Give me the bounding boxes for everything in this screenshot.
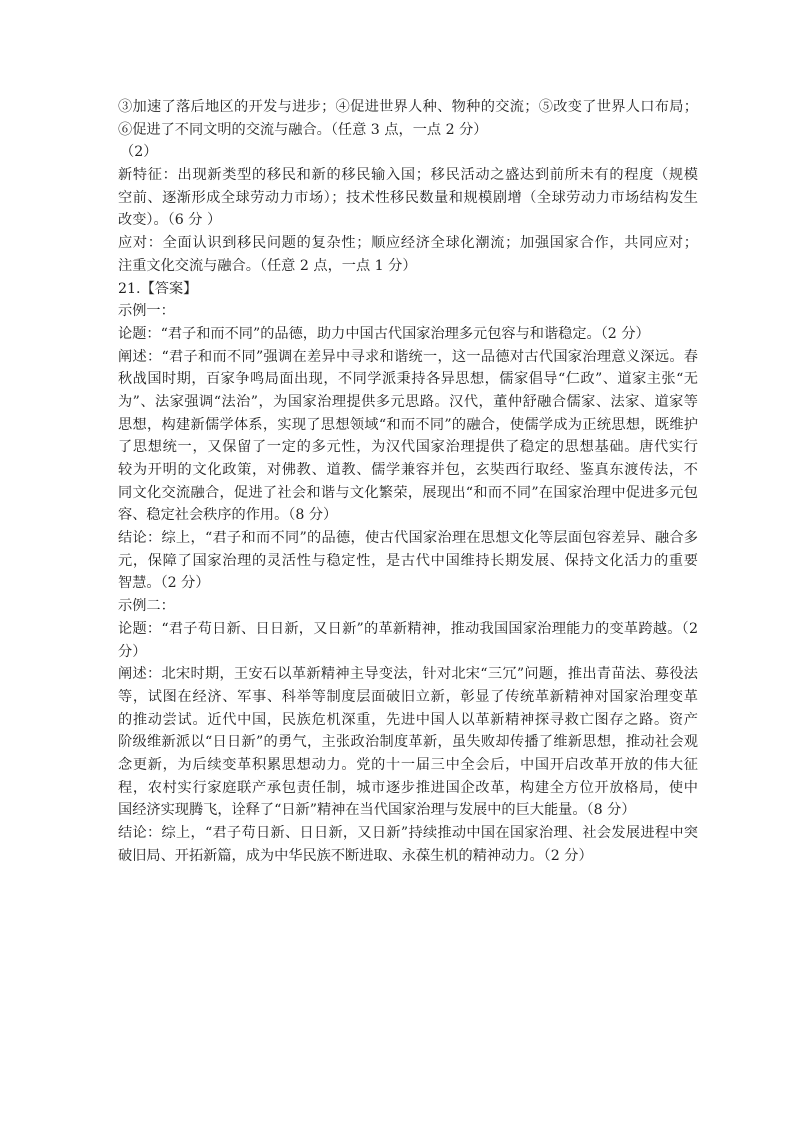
text-line: 同文化交流融合，促进了社会和谐与文化繁荣，展现出“和而不同”在国家治理中促进多元包 [118,484,698,501]
example-heading: 示例一： [118,303,175,320]
text-line: 了思想统一，又保留了一定的多元性，为汉代国家治理提供了稳定的思想基础。唐代实行 [118,439,698,456]
text-line: 结论：综上，“君子苟日新、日日新，又日新”持续推动中国在国家治理、社会发展进程中突 [118,825,698,841]
text-line: ⑥促进了不同文明的交流与融合。（任意 3 点，一点 2 分） [118,121,488,138]
text-line: 阐述：“君子和而不同”强调在差异中寻求和谐统一，这一品德对古代国家治理意义深远。春 [118,348,698,365]
text-line: 结论：综上，“君子和而不同”的品德，使古代国家治理在思想文化等层面包容差异、融合多 [118,530,698,547]
text-line: 智慧。（2 分） [118,575,210,592]
text-line: 的推动尝试。近代中国，民族危机深重，先进中国人以革新精神探寻救亡图存之路。资产 [118,711,698,728]
text-line: 破旧局、开拓新篇，成为中华民族不断进取、永葆生机的精神动力。（2 分） [118,847,593,864]
text-line: 论题：“君子苟日新、日日新，又日新”的革新精神，推动我国国家治理能力的变革跨越。（2 [118,620,698,637]
text-line: 论题：“君子和而不同”的品德，助力中国古代国家治理多元包容与和谐稳定。（2 分） [118,325,650,342]
example-heading: 示例二： [118,598,175,615]
text-line: 新特征：出现新类型的移民和新的移民输入国；移民活动之盛达到前所未有的程度（规模 [118,167,698,184]
text-line: 念更新，为后续变革积累思想动力。党的十一届三中全会后，中国开启改革开放的伟大征 [118,756,698,773]
text-line: 国经济实现腾飞，诠释了“日新”精神在当代国家治理与发展中的巨大能量。（8 分） [118,802,636,819]
text-line: 秋战国时期，百家争鸣局面出现，不同学派秉持各异思想，儒家倡导“仁政”、道家主张“无 [118,371,698,388]
text-line: 元，保障了国家治理的灵活性与稳定性，是古代中国维持长期发展、保持文化活力的重要 [118,552,698,569]
text-line: 思想，构建新儒学体系，实现了思想领域“和而不同”的融合，使儒学成为正统思想，既维护 [118,416,698,433]
text-line: 注重文化交流与融合。（任意 2 点，一点 1 分） [118,257,417,274]
question-heading: 21.【答案】 [118,280,198,297]
text-line: 等，试图在经济、军事、科举等制度层面破旧立新，彰显了传统革新精神对国家治理变革 [118,688,698,705]
text-line: ③加速了落后地区的开发与进步；④促进世界人种、物种的交流；⑤改变了世界人口布局； [118,99,698,115]
text-line: 容、稳定社会秩序的作用。（8 分） [118,507,338,524]
text-line: 空前、逐渐形成全球劳动力市场）；技术性移民数量和规模剧增（全球劳动力市场结构发生 [118,189,698,206]
text-line: 阶级维新派以“日日新”的勇气，主张政治制度革新，虽失败却传播了维新思想，推动社会观 [118,734,698,751]
text-line: 改变）。（6 分 ） [118,212,222,229]
text-line: 程，农村实行家庭联产承包责任制，城市逐步推进国企改革，构建全方位开放格局，使中 [118,779,698,796]
answer-document [118,96,698,867]
subquestion-number: （2） [120,144,158,161]
text-line: 较为开明的文化政策，对佛教、道教、儒学兼容并包，玄奘西行取经、鉴真东渡传法，不 [118,462,698,478]
text-line: 阐述：北宋时期，王安石以革新精神主导变法，针对北宋“三冗”问题，推出青苗法、募役法 [118,666,698,683]
text-line: 为”、法家强调“法治”，为国家治理提供多元思路。汉代，董仲舒融合儒家、法家、道家等 [118,393,698,410]
text-line: 应对：全面认识到移民问题的复杂性；顺应经济全球化潮流；加强国家合作，共同应对； [118,235,698,252]
text-line: 分） [118,643,147,660]
